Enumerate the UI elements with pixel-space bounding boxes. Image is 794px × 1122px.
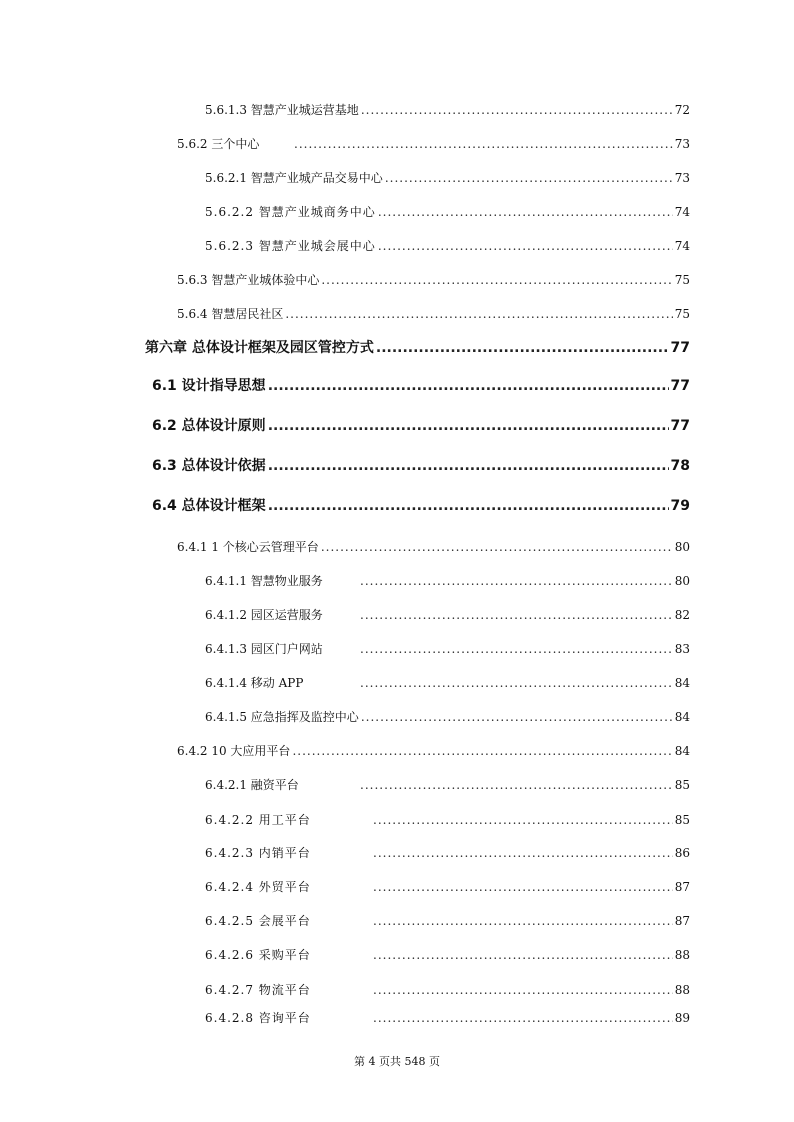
toc-leader: [373, 948, 673, 962]
toc-entry[interactable]: [177, 538, 690, 555]
toc-entry[interactable]: [205, 708, 690, 725]
toc-page-number: 88: [674, 983, 690, 997]
toc-entry-label: 5.6.3 智慧产业城体验中心: [177, 273, 320, 287]
toc-section-entry[interactable]: [152, 495, 690, 515]
toc-entry-label: 6.4.2.7 物流平台: [205, 983, 311, 997]
toc-entry[interactable]: [205, 912, 690, 929]
toc-leader: [373, 983, 673, 997]
toc-page-number: 78: [670, 458, 690, 474]
toc-entry-label: 6.1 设计指导思想: [152, 378, 266, 394]
toc-entry-label: 6.4.1.5 应急指挥及监控中心: [205, 710, 359, 724]
toc-leader: [373, 914, 673, 928]
toc-leader: [385, 171, 673, 185]
toc-entry-label: 6.4.2 10 大应用平台: [177, 744, 291, 758]
toc-page-number: 80: [674, 540, 690, 554]
toc-page-number: 74: [674, 239, 690, 253]
toc-entry-label: 6.4.2.6 采购平台: [205, 948, 311, 962]
toc-entry[interactable]: [205, 674, 690, 691]
toc-entry-label: 6.4.2.1 融资平台: [205, 778, 299, 792]
toc-page-number: 89: [674, 1011, 690, 1025]
toc-entry-label: 5.6.2 三个中心: [177, 137, 260, 151]
toc-entry[interactable]: [205, 237, 690, 254]
toc-page-number: 72: [674, 103, 690, 117]
toc-page-number: 73: [674, 137, 690, 151]
toc-entry[interactable]: [177, 742, 690, 759]
toc-page-number: 84: [674, 676, 690, 690]
toc-page-number: 77: [670, 340, 690, 356]
toc-leader: [292, 744, 672, 758]
toc-entry-label: 5.6.4 智慧居民社区: [177, 307, 284, 321]
toc-entry[interactable]: [205, 811, 690, 828]
toc-entry-label: 6.4.1.1 智慧物业服务: [205, 574, 323, 588]
toc-leader: [373, 1011, 673, 1025]
toc-leader: [268, 498, 669, 514]
toc-leader: [321, 540, 673, 554]
toc-entry-label: 5.6.2.1 智慧产业城产品交易中心: [205, 171, 383, 185]
toc-entry-label: 6.4.1.2 园区运营服务: [205, 608, 323, 622]
toc-entry-label: 6.4.2.8 咨询平台: [205, 1011, 311, 1025]
toc-entry[interactable]: [177, 271, 690, 288]
toc-entry-label: 6.4.2.4 外贸平台: [205, 880, 311, 894]
toc-entry[interactable]: [205, 101, 690, 118]
toc-entry[interactable]: [205, 572, 690, 589]
toc-chapter-entry[interactable]: [145, 337, 690, 357]
toc-page-number: 87: [674, 880, 690, 894]
toc-entry-label: 6.4 总体设计框架: [152, 498, 266, 514]
toc-page-number: 86: [674, 846, 690, 860]
toc-page-number: 74: [674, 205, 690, 219]
toc-entry-label: 6.4.2.3 内销平台: [205, 846, 311, 860]
toc-page-number: 80: [674, 574, 690, 588]
toc-leader: [361, 710, 673, 724]
toc-entry-label: 第六章 总体设计框架及园区管控方式: [145, 340, 374, 356]
toc-entry[interactable]: [205, 203, 690, 220]
toc-page-number: 75: [674, 273, 690, 287]
toc-leader: [360, 778, 673, 792]
toc-leader: [268, 378, 669, 394]
toc-page-number: 79: [670, 498, 690, 514]
toc-leader: [378, 239, 673, 253]
toc-entry[interactable]: [205, 981, 690, 998]
toc-entry[interactable]: [205, 946, 690, 963]
toc-entry[interactable]: [205, 606, 690, 623]
toc-entry-label: 5.6.1.3 智慧产业城运营基地: [205, 103, 359, 117]
toc-entry-label: 6.4.2.5 会展平台: [205, 914, 311, 928]
toc-leader: [321, 273, 672, 287]
toc-entry[interactable]: [205, 1009, 690, 1026]
toc-page-number: 84: [674, 710, 690, 724]
toc-page-number: 88: [674, 948, 690, 962]
toc-section-entry[interactable]: [152, 455, 690, 475]
toc-leader: [373, 846, 673, 860]
toc-entry-label: 5.6.2.3 智慧产业城会展中心: [205, 239, 376, 253]
toc-entry[interactable]: [205, 878, 690, 895]
toc-leader: [373, 880, 673, 894]
toc-entry[interactable]: [205, 844, 690, 861]
toc-page-number: 82: [674, 608, 690, 622]
toc-entry[interactable]: [177, 305, 690, 322]
toc-page-number: 75: [674, 307, 690, 321]
toc-entry-label: 6.3 总体设计依据: [152, 458, 266, 474]
toc-entry[interactable]: [205, 640, 690, 657]
toc-leader: [360, 642, 673, 656]
toc-leader: [360, 676, 673, 690]
toc-leader: [360, 574, 673, 588]
toc-page-number: 87: [674, 914, 690, 928]
toc-entry-label: 6.4.1.4 移动 APP: [205, 676, 304, 690]
page-footer: 第 4 页共 548 页: [354, 1055, 440, 1068]
toc-page-number: 83: [674, 642, 690, 656]
toc-page-number: 85: [674, 778, 690, 792]
toc-page-number: 85: [674, 813, 690, 827]
toc-leader: [361, 103, 673, 117]
toc-page-number: 84: [674, 744, 690, 758]
toc-entry-label: 6.4.1.3 园区门户网站: [205, 642, 323, 656]
toc-section-entry[interactable]: [152, 415, 690, 435]
toc-entry-label: 6.4.1 1 个核心云管理平台: [177, 540, 319, 554]
toc-leader: [378, 205, 673, 219]
toc-leader: [285, 307, 672, 321]
toc-entry-label: 6.4.2.2 用工平台: [205, 813, 311, 827]
toc-leader: [268, 418, 669, 434]
toc-entry[interactable]: [205, 776, 690, 793]
toc-page-number: 77: [670, 378, 690, 394]
toc-leader: [268, 458, 669, 474]
toc-entry-label: 6.2 总体设计原则: [152, 418, 266, 434]
toc-leader: [360, 608, 673, 622]
toc-entry[interactable]: [205, 169, 690, 186]
toc-page-number: 77: [670, 418, 690, 434]
toc-leader: [376, 340, 669, 356]
toc-entry[interactable]: [177, 135, 690, 152]
toc-page-number: 73: [674, 171, 690, 185]
toc-leader: [373, 813, 673, 827]
toc-entry-label: 5.6.2.2 智慧产业城商务中心: [205, 205, 376, 219]
toc-leader: [294, 137, 673, 151]
toc-section-entry[interactable]: [152, 375, 690, 395]
